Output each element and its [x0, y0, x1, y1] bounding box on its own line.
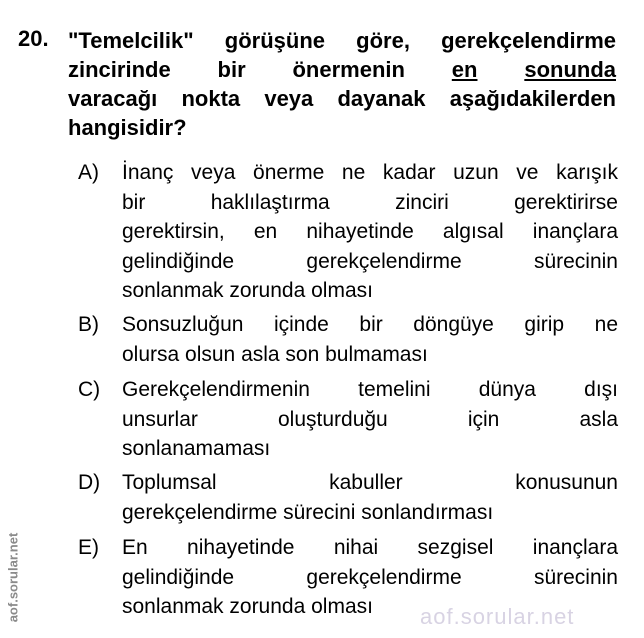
question-line: varacağı nokta veya dayanak aşağıdakilerden [68, 86, 616, 111]
question-line [68, 55, 616, 84]
underlined-en: en [451, 57, 478, 82]
option-line: gelindiğinde gerekçelendirme sürecinin [122, 565, 618, 589]
option-text [122, 158, 618, 306]
option-line: gerekçelendirme sürecini sonlandırması [122, 500, 494, 524]
option-line: Toplumsal kabuller konusunun [122, 471, 618, 494]
option-letter: C) [78, 378, 101, 401]
option-line: İnanç veya önerme ne kadar uzun ve karışık [122, 161, 618, 184]
option-line: bir haklılaştırma zinciri gerektirirse [122, 190, 618, 214]
option-line: unsurlar oluşturduğu için asla [122, 407, 618, 431]
option-text [122, 533, 618, 622]
question-number: 20. [18, 26, 49, 51]
side-watermark: aof.sorular.net [5, 532, 21, 623]
option-line: En nihayetinde nihai sezgisel inançlara [122, 536, 618, 559]
option-line: Gerekçelendirmenin temelini dünya dışı [122, 378, 618, 401]
question-line-text: zincirinde bir önermenin [68, 57, 452, 82]
option-line: olursa olsun asla son bulmaması [122, 342, 428, 366]
option-letter: E) [78, 536, 99, 559]
option-line: gerektirsin, en nihayetinde algısal inançlara [122, 220, 618, 243]
option-letter: A) [78, 161, 99, 184]
option-line: sonlanmak zorunda olması [122, 595, 373, 618]
option-text [122, 375, 618, 464]
option-letter: D) [78, 471, 101, 494]
option-line: sonlanmak zorunda olması [122, 279, 373, 302]
option-text [122, 310, 618, 369]
option-text [122, 468, 618, 527]
watermark: aof.sorular.net [420, 604, 575, 629]
question-text [68, 26, 616, 142]
option-letter: B) [78, 313, 99, 336]
question-line: "Temelcilik" görüşüne göre, gerekçelendirme [68, 28, 616, 53]
option-line: gelindiğinde gerekçelendirme sürecinin [122, 249, 618, 273]
option-line: Sonsuzluğun içinde bir döngüye girip ne [122, 313, 618, 336]
option-line: sonlanamaması [122, 437, 271, 460]
underlined-sonunda: sonunda [524, 57, 616, 82]
question-line: hangisidir? [68, 115, 187, 140]
